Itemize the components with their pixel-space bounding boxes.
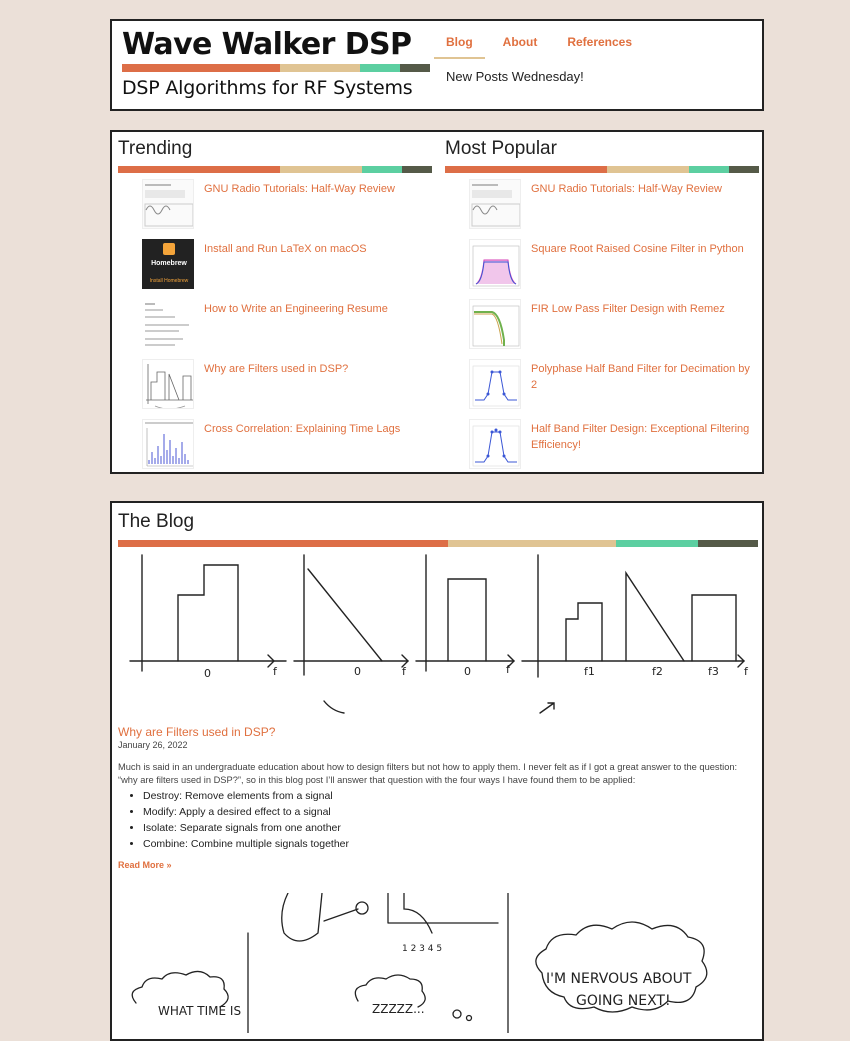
sketch-label: 0 [204,667,211,680]
trending-title: Trending [118,138,193,159]
main-nav [446,35,662,59]
lowpass-thumb[interactable] [469,299,521,349]
list-item[interactable] [469,359,759,419]
blog-section [110,501,764,1041]
post-link[interactable]: How to Write an Engineering Resume [204,303,388,315]
popular-list [469,179,759,479]
plot-thumb[interactable] [142,419,194,469]
sketch-label: f [744,665,748,678]
site-logo[interactable] [122,28,432,104]
comic-image[interactable] [118,893,758,1033]
sketch-thumb[interactable] [142,359,194,409]
tagline: New Posts Wednesday! [446,69,584,84]
post-link[interactable]: Cross Correlation: Explaining Time Lags [204,423,401,435]
homebrew-thumb[interactable] [142,239,194,289]
bullet-item: • Isolate: Separate signals from one another [143,820,743,836]
sketch-label: f [506,663,510,676]
post-link[interactable]: GNU Radio Tutorials: Half-Way Review [204,183,395,195]
bullet-item: • Destroy: Remove elements from a signal [143,788,743,804]
logo-title: Wave Walker DSP [122,27,412,62]
logo-stripe [122,64,430,72]
nav-blog[interactable]: Blog [446,35,473,59]
homebrew-thumb-caption: Install Homebrew [149,278,189,284]
sketch-label: 0 [464,665,471,678]
list-item[interactable] [142,299,432,359]
sidebar-widgets [110,130,764,474]
post-title[interactable]: Why are Filters used in DSP? [118,725,276,739]
bullet-item: • Modify: Apply a desired effect to a signal [143,804,743,820]
post-bullets [118,788,743,852]
resume-thumb[interactable] [142,299,194,349]
post-link[interactable]: Why are Filters used in DSP? [204,363,349,375]
halfband-thumb[interactable] [469,359,521,409]
spectrum-thumb[interactable] [469,239,521,289]
screenshot-thumb[interactable] [469,179,521,229]
nav-about[interactable]: About [502,35,538,49]
screenshot-thumb[interactable] [142,179,194,229]
homebrew-thumb-title: Homebrew [151,260,187,267]
post-link[interactable]: Square Root Raised Cosine Filter in Python [531,243,744,255]
post-excerpt: Much is said in an undergraduate education about how to design filters but not how to apply them. I never felt as if I got a great answer to the question: “why are filters used in DSP?”, so in this blog post I’ll answer that question with the four ways I have found them to be applied: [118,762,738,785]
list-item[interactable] [142,359,432,419]
trending-list [142,179,432,479]
popular-title: Most Popular [445,138,557,159]
logo-subtitle: DSP Algorithms for RF Systems [122,77,413,99]
post-link[interactable]: Half Band Filter Design: Exceptional Filtering Efficiency! [531,423,750,451]
read-more-link[interactable]: Read More » [118,860,172,870]
post-date: January 26, 2022 [118,740,188,750]
comic-text: 1 2 3 4 5 [402,944,443,954]
comic-text: ZZZZZ... [372,1002,425,1016]
bullet-item: • Combine: Combine multiple signals together [143,836,743,852]
site-header [110,19,764,111]
blog-stripe [118,540,758,547]
list-item[interactable] [469,299,759,359]
list-item[interactable] [142,419,432,479]
comic-text: WHAT TIME IS [158,1004,242,1018]
nav-references[interactable]: References [567,35,633,49]
list-item[interactable] [142,179,432,239]
sketch-label: f3 [708,665,719,678]
post-link[interactable]: GNU Radio Tutorials: Half-Way Review [531,183,722,195]
list-item[interactable] [469,419,759,479]
post-link[interactable]: Install and Run LaTeX on macOS [204,243,367,255]
sketch-label: f [402,665,406,678]
sketch-label: f2 [652,665,663,678]
list-item[interactable] [142,239,432,299]
list-item[interactable] [469,179,759,239]
trending-stripe [118,166,432,173]
sketch-label: 0 [354,665,361,678]
sketch-label: f [273,665,277,678]
comic-text: I'M NERVOUS ABOUT [546,971,692,987]
comic-text: GOING NEXT! [576,993,671,1009]
post-link[interactable]: Polyphase Half Band Filter for Decimation by 2 [531,363,750,391]
featured-image[interactable] [118,551,758,719]
halfband-thumb[interactable] [469,419,521,469]
sketch-label: f1 [584,665,595,678]
blog-title: The Blog [118,511,195,532]
popular-stripe [445,166,759,173]
list-item[interactable] [469,239,759,299]
post-link[interactable]: FIR Low Pass Filter Design with Remez [531,303,725,315]
